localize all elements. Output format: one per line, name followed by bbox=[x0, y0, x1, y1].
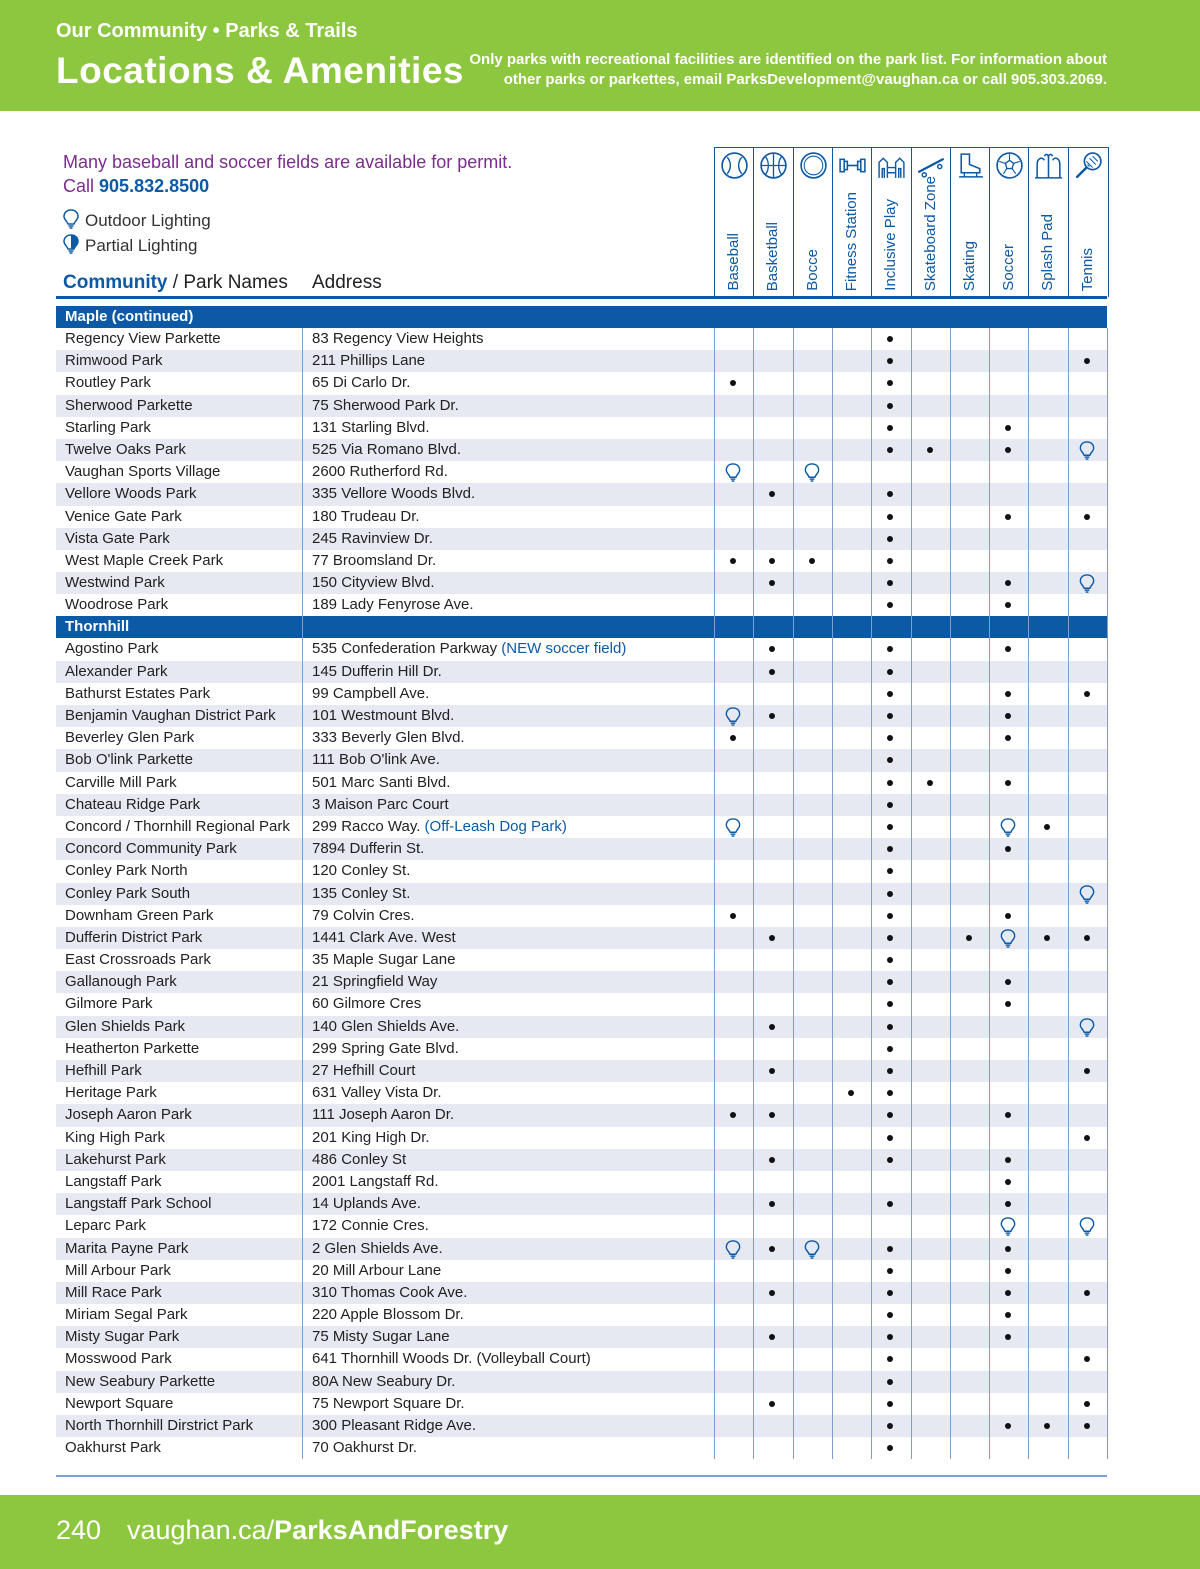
amenity-available-dot bbox=[989, 705, 1028, 727]
park-name: Vaughan Sports Village bbox=[65, 463, 221, 481]
amenity-available-dot bbox=[989, 1104, 1028, 1126]
column-header-address: Address bbox=[312, 272, 382, 293]
amenity-label: Soccer bbox=[1000, 244, 1018, 291]
amenity-available-dot bbox=[989, 1326, 1028, 1348]
park-address: 2 Glen Shields Ave. bbox=[312, 1239, 443, 1257]
footer-url[interactable] bbox=[127, 1515, 508, 1546]
park-address: 75 Sherwood Park Dr. bbox=[312, 396, 459, 414]
amenity-available-dot bbox=[871, 883, 910, 905]
amenity-available-dot bbox=[871, 1082, 910, 1104]
outdoor-lighting-icon bbox=[1068, 1215, 1107, 1237]
amenity-available-dot bbox=[871, 594, 910, 616]
amenity-available-dot bbox=[753, 927, 792, 949]
amenity-label: Splash Pad bbox=[1039, 214, 1057, 291]
amenity-available-dot bbox=[911, 772, 950, 794]
amenity-available-dot bbox=[989, 905, 1028, 927]
park-address: 172 Connie Cres. bbox=[312, 1217, 429, 1235]
park-name: Gilmore Park bbox=[65, 995, 153, 1013]
column-divider bbox=[911, 328, 912, 1459]
amenity-available-dot bbox=[871, 1393, 910, 1415]
outdoor-lighting-icon bbox=[1068, 572, 1107, 594]
park-name: Conley Park South bbox=[65, 884, 191, 902]
park-name: Westwind Park bbox=[65, 574, 165, 592]
amenity-available-dot bbox=[989, 727, 1028, 749]
amenity-available-dot bbox=[714, 905, 753, 927]
amenity-available-dot bbox=[871, 1104, 910, 1126]
amenity-available-dot bbox=[989, 993, 1028, 1015]
park-name: Langstaff Park bbox=[65, 1172, 162, 1190]
outdoor-lighting-icon bbox=[1068, 883, 1107, 905]
park-name: Starling Park bbox=[65, 418, 151, 436]
column-divider bbox=[714, 328, 715, 1459]
url-prefix: vaughan.ca/ bbox=[127, 1515, 275, 1545]
amenity-available-dot bbox=[1068, 1415, 1107, 1437]
amenity-available-dot bbox=[871, 1282, 910, 1304]
park-name: Routley Park bbox=[65, 374, 151, 392]
park-address: 65 Di Carlo Dr. bbox=[312, 374, 411, 392]
legend-partial-label: Partial Lighting bbox=[85, 236, 198, 255]
park-address: 180 Trudeau Dr. bbox=[312, 507, 420, 525]
call-label: Call bbox=[63, 176, 95, 196]
park-name: Miriam Segal Park bbox=[65, 1306, 188, 1324]
park-address: 80A New Seabury Dr. bbox=[312, 1372, 456, 1390]
amenity-available-dot bbox=[871, 1304, 910, 1326]
column-divider bbox=[871, 328, 872, 1459]
header-note bbox=[467, 50, 1107, 90]
amenity-available-dot bbox=[989, 417, 1028, 439]
amenity-available-dot bbox=[989, 1238, 1028, 1260]
column-divider bbox=[1028, 328, 1029, 1459]
amenity-label: Skating bbox=[960, 240, 978, 291]
park-address: 3 Maison Parc Court bbox=[312, 795, 449, 813]
soccer-ball-icon bbox=[994, 150, 1025, 181]
community-section-header: Thornhill bbox=[56, 616, 1107, 638]
park-name: Leparc Park bbox=[65, 1217, 146, 1235]
amenity-available-dot bbox=[1068, 506, 1107, 528]
amenity-available-dot bbox=[871, 661, 910, 683]
amenity-available-dot bbox=[753, 1238, 792, 1260]
legend-partial-lighting bbox=[63, 234, 197, 256]
amenity-available-dot bbox=[871, 971, 910, 993]
amenity-available-dot bbox=[753, 483, 792, 505]
park-address: 189 Lady Fenyrose Ave. bbox=[312, 596, 474, 614]
amenity-available-dot bbox=[989, 971, 1028, 993]
outdoor-lighting-icon bbox=[793, 1238, 832, 1260]
amenity-available-dot bbox=[989, 1193, 1028, 1215]
amenity-available-dot bbox=[989, 1304, 1028, 1326]
park-address: 299 Spring Gate Blvd. bbox=[312, 1039, 459, 1057]
park-address: 140 Glen Shields Ave. bbox=[312, 1017, 460, 1035]
park-address: 21 Springfield Way bbox=[312, 973, 438, 991]
outdoor-lighting-icon bbox=[1068, 1016, 1107, 1038]
outdoor-lighting-icon bbox=[714, 1238, 753, 1260]
amenity-header-bocce bbox=[793, 147, 833, 297]
amenity-header-baseball bbox=[714, 147, 754, 297]
section-kicker: Our Community • Parks & Trails bbox=[56, 20, 358, 42]
park-name: Downham Green Park bbox=[65, 906, 214, 924]
header-note-line2: other parks or parkettes, email ParksDevelopment@vaughan.ca or call 905.303.2069. bbox=[503, 71, 1107, 88]
amenity-available-dot bbox=[1028, 1415, 1067, 1437]
amenity-available-dot bbox=[871, 1371, 910, 1393]
amenity-available-dot bbox=[871, 528, 910, 550]
amenity-available-dot bbox=[871, 328, 910, 350]
park-name: Gallanough Park bbox=[65, 973, 177, 991]
amenity-available-dot bbox=[871, 772, 910, 794]
amenity-available-dot bbox=[714, 550, 753, 572]
park-name: Carville Mill Park bbox=[65, 773, 177, 791]
park-name: West Maple Creek Park bbox=[65, 551, 224, 569]
park-name: Misty Sugar Park bbox=[65, 1328, 180, 1346]
amenity-available-dot bbox=[871, 860, 910, 882]
park-address: 335 Vellore Woods Blvd. bbox=[312, 485, 476, 503]
park-name: Bob O'link Parkette bbox=[65, 751, 193, 769]
park-name: Marita Payne Park bbox=[65, 1239, 189, 1257]
amenity-available-dot bbox=[753, 572, 792, 594]
park-address: 75 Misty Sugar Lane bbox=[312, 1328, 450, 1346]
amenity-available-dot bbox=[871, 949, 910, 971]
amenity-available-dot bbox=[871, 372, 910, 394]
amenity-available-dot bbox=[871, 1348, 910, 1370]
page-number: 240 bbox=[56, 1515, 102, 1545]
basketball-icon bbox=[758, 150, 789, 181]
park-address: 245 Ravinview Dr. bbox=[312, 529, 433, 547]
park-address: 333 Beverly Glen Blvd. bbox=[312, 729, 465, 747]
outdoor-lighting-icon bbox=[989, 927, 1028, 949]
park-address: 60 Gilmore Cres bbox=[312, 995, 422, 1013]
amenity-header-splash-pad bbox=[1028, 147, 1068, 297]
park-address: 131 Starling Blvd. bbox=[312, 418, 430, 436]
outdoor-lighting-icon bbox=[1068, 439, 1107, 461]
playground-icon bbox=[876, 150, 907, 181]
park-address: 14 Uplands Ave. bbox=[312, 1195, 421, 1213]
fountain-icon bbox=[1033, 150, 1064, 181]
amenity-available-dot bbox=[871, 1238, 910, 1260]
amenity-label: Basketball bbox=[764, 221, 782, 291]
amenity-available-dot bbox=[871, 993, 910, 1015]
outdoor-lighting-icon bbox=[63, 209, 79, 229]
permit-note: Many baseball and soccer fields are available for permit. bbox=[63, 152, 513, 172]
amenity-available-dot bbox=[871, 1060, 910, 1082]
park-name: Alexander Park bbox=[65, 662, 168, 680]
park-address: 300 Pleasant Ridge Ave. bbox=[312, 1417, 477, 1434]
amenity-available-dot bbox=[871, 727, 910, 749]
amenity-available-dot bbox=[832, 1082, 871, 1104]
park-name: Beverley Glen Park bbox=[65, 729, 195, 747]
amenity-available-dot bbox=[871, 1193, 910, 1215]
park-address: 99 Campbell Ave. bbox=[312, 684, 430, 702]
park-name: Concord / Thornhill Regional Park bbox=[65, 817, 290, 835]
park-name: Sherwood Parkette bbox=[65, 396, 193, 414]
amenity-available-dot bbox=[1068, 1282, 1107, 1304]
tennis-racket-icon bbox=[1073, 150, 1104, 181]
community-label: Community bbox=[63, 272, 168, 293]
amenity-available-dot bbox=[989, 1149, 1028, 1171]
park-address: 20 Mill Arbour Lane bbox=[312, 1261, 442, 1279]
outdoor-lighting-icon bbox=[714, 461, 753, 483]
amenity-available-dot bbox=[871, 683, 910, 705]
park-address: 150 Cityview Blvd. bbox=[312, 574, 435, 592]
park-name: Lakehurst Park bbox=[65, 1150, 166, 1168]
amenity-label: Skateboard Zone bbox=[921, 175, 939, 291]
amenity-label: Tennis bbox=[1078, 247, 1096, 291]
park-address: 83 Regency View Heights bbox=[312, 330, 484, 347]
amenity-available-dot bbox=[1068, 683, 1107, 705]
baseball-icon bbox=[719, 150, 750, 181]
amenity-available-dot bbox=[871, 1038, 910, 1060]
park-name: King High Park bbox=[65, 1128, 166, 1146]
amenity-available-dot bbox=[871, 705, 910, 727]
park-address: 1441 Clark Ave. West bbox=[312, 928, 456, 946]
amenity-available-dot bbox=[1028, 816, 1067, 838]
partial-lighting-icon bbox=[63, 234, 79, 254]
amenity-label: Bocce bbox=[803, 249, 821, 291]
park-name: Regency View Parkette bbox=[65, 330, 221, 347]
amenity-available-dot bbox=[753, 1282, 792, 1304]
outdoor-lighting-icon bbox=[989, 1215, 1028, 1237]
park-address: 631 Valley Vista Dr. bbox=[312, 1084, 442, 1102]
park-address: 145 Dufferin Hill Dr. bbox=[312, 662, 442, 680]
park-name: Newport Square bbox=[65, 1394, 174, 1412]
park-name: Oakhurst Park bbox=[65, 1439, 161, 1457]
header-note-line1: Only parks with recreational facilities are identified on the park list. For information about bbox=[469, 51, 1107, 68]
amenity-available-dot bbox=[793, 550, 832, 572]
park-name: Rimwood Park bbox=[65, 352, 163, 370]
park-address: 135 Conley St. bbox=[312, 884, 411, 902]
amenity-available-dot bbox=[871, 794, 910, 816]
park-name: North Thornhill Dirstrict Park bbox=[65, 1417, 254, 1434]
amenity-available-dot bbox=[714, 1104, 753, 1126]
amenity-available-dot bbox=[871, 506, 910, 528]
amenity-available-dot bbox=[911, 439, 950, 461]
park-name: Conley Park North bbox=[65, 862, 188, 880]
amenity-available-dot bbox=[989, 1260, 1028, 1282]
column-divider bbox=[753, 328, 754, 1459]
column-divider bbox=[1068, 328, 1069, 1459]
park-address: 120 Conley St. bbox=[312, 862, 411, 880]
bocce-icon bbox=[798, 150, 829, 181]
amenity-available-dot bbox=[871, 816, 910, 838]
amenity-available-dot bbox=[950, 927, 989, 949]
page-footer bbox=[0, 1495, 1200, 1569]
amenity-available-dot bbox=[871, 572, 910, 594]
park-name: Langstaff Park School bbox=[65, 1195, 212, 1213]
amenity-available-dot bbox=[753, 705, 792, 727]
park-name: New Seabury Parkette bbox=[65, 1372, 216, 1390]
park-address: 75 Newport Square Dr. bbox=[312, 1394, 465, 1412]
outdoor-lighting-icon bbox=[989, 816, 1028, 838]
park-name: Vellore Woods Park bbox=[65, 485, 197, 503]
amenity-available-dot bbox=[1068, 1393, 1107, 1415]
amenity-available-dot bbox=[1028, 927, 1067, 949]
community-section-header: Maple (continued) bbox=[56, 306, 1107, 328]
amenity-available-dot bbox=[871, 749, 910, 771]
amenity-header-skating bbox=[950, 147, 990, 297]
park-name: Glen Shields Park bbox=[65, 1017, 186, 1035]
amenity-available-dot bbox=[871, 1127, 910, 1149]
park-address: 27 Hefhill Court bbox=[312, 1062, 416, 1079]
amenity-available-dot bbox=[753, 1149, 792, 1171]
amenity-header-skateboard-zone bbox=[911, 147, 951, 297]
park-name: Bathurst Estates Park bbox=[65, 684, 211, 702]
amenity-label: Baseball bbox=[725, 233, 742, 291]
amenity-available-dot bbox=[753, 1016, 792, 1038]
amenity-available-dot bbox=[989, 594, 1028, 616]
permit-phone: 905.832.8500 bbox=[99, 176, 210, 196]
legend-outdoor-lighting bbox=[63, 209, 211, 231]
amenity-available-dot bbox=[989, 506, 1028, 528]
park-address: 525 Via Romano Blvd. bbox=[312, 440, 461, 458]
amenity-available-dot bbox=[1068, 350, 1107, 372]
amenity-available-dot bbox=[871, 483, 910, 505]
park-name: Benjamin Vaughan District Park bbox=[65, 707, 276, 724]
amenity-available-dot bbox=[871, 638, 910, 660]
amenity-available-dot bbox=[989, 683, 1028, 705]
park-name: Venice Gate Park bbox=[65, 507, 182, 525]
amenity-available-dot bbox=[1068, 927, 1107, 949]
amenity-available-dot bbox=[1068, 1127, 1107, 1149]
skate-icon bbox=[955, 150, 986, 181]
park-address: 35 Maple Sugar Lane bbox=[312, 951, 456, 969]
amenity-available-dot bbox=[753, 1104, 792, 1126]
dumbbell-icon bbox=[837, 150, 868, 181]
amenity-header-inclusive-play bbox=[871, 147, 911, 297]
park-name: Hefhill Park bbox=[65, 1062, 142, 1079]
outdoor-lighting-icon bbox=[714, 705, 753, 727]
amenity-available-dot bbox=[871, 1260, 910, 1282]
park-name: Dufferin District Park bbox=[65, 928, 203, 946]
amenity-available-dot bbox=[989, 838, 1028, 860]
amenity-available-dot bbox=[989, 1171, 1028, 1193]
park-address: 535 Confederation Parkway (NEW soccer field) bbox=[312, 640, 627, 658]
address-note: (Off-Leash Dog Park) bbox=[420, 817, 567, 835]
amenity-available-dot bbox=[989, 638, 1028, 660]
amenity-label: Fitness Station bbox=[842, 191, 860, 291]
park-name: Mosswood Park bbox=[65, 1350, 172, 1368]
park-name: Mill Arbour Park bbox=[65, 1261, 171, 1279]
column-divider bbox=[1107, 328, 1108, 1459]
column-divider bbox=[950, 328, 951, 1459]
amenity-available-dot bbox=[871, 927, 910, 949]
column-divider bbox=[302, 328, 303, 1459]
amenity-available-dot bbox=[871, 1016, 910, 1038]
park-name: Vista Gate Park bbox=[65, 529, 170, 547]
amenity-available-dot bbox=[871, 550, 910, 572]
park-name: Agostino Park bbox=[65, 640, 159, 658]
park-names-label: Park Names bbox=[183, 272, 288, 293]
park-address: 201 King High Dr. bbox=[312, 1128, 430, 1146]
park-address: 220 Apple Blossom Dr. bbox=[312, 1306, 464, 1324]
park-address: 211 Phillips Lane bbox=[312, 352, 426, 370]
column-divider bbox=[793, 328, 794, 1459]
park-address: 486 Conley St bbox=[312, 1150, 407, 1168]
amenity-header-soccer bbox=[989, 147, 1029, 297]
amenity-available-dot bbox=[1068, 1060, 1107, 1082]
legend-outdoor-label: Outdoor Lighting bbox=[85, 211, 211, 230]
park-name: Heatherton Parkette bbox=[65, 1039, 200, 1057]
amenity-available-dot bbox=[871, 439, 910, 461]
permit-call bbox=[63, 176, 209, 197]
column-divider bbox=[989, 328, 990, 1459]
amenity-available-dot bbox=[714, 372, 753, 394]
amenity-available-dot bbox=[871, 1326, 910, 1348]
column-divider bbox=[832, 328, 833, 1459]
amenity-header-fitness-station bbox=[832, 147, 872, 297]
amenity-available-dot bbox=[871, 417, 910, 439]
amenity-available-dot bbox=[714, 727, 753, 749]
park-address: 70 Oakhurst Dr. bbox=[312, 1439, 418, 1457]
url-path: ParksAndForestry bbox=[274, 1515, 509, 1545]
amenity-available-dot bbox=[989, 1282, 1028, 1304]
park-address: 79 Colvin Cres. bbox=[312, 906, 415, 924]
amenity-available-dot bbox=[753, 550, 792, 572]
park-address: 299 Racco Way. (Off-Leash Dog Park) bbox=[312, 817, 567, 835]
park-address: 111 Joseph Aaron Dr. bbox=[312, 1106, 455, 1124]
amenity-available-dot bbox=[753, 1393, 792, 1415]
park-name: Joseph Aaron Park bbox=[65, 1106, 192, 1124]
outdoor-lighting-icon bbox=[793, 461, 832, 483]
table-bottom-rule bbox=[56, 1475, 1107, 1477]
park-address: 111 Bob O'link Ave. bbox=[312, 751, 440, 769]
outdoor-lighting-icon bbox=[714, 816, 753, 838]
amenity-available-dot bbox=[753, 661, 792, 683]
amenity-available-dot bbox=[871, 395, 910, 417]
park-address: 101 Westmount Blvd. bbox=[312, 707, 455, 724]
amenity-available-dot bbox=[989, 439, 1028, 461]
amenity-available-dot bbox=[989, 1415, 1028, 1437]
column-separator: / bbox=[167, 272, 184, 293]
amenity-label: Inclusive Play bbox=[882, 199, 900, 291]
park-name: Twelve Oaks Park bbox=[65, 440, 186, 458]
amenity-available-dot bbox=[989, 772, 1028, 794]
amenity-available-dot bbox=[871, 1437, 910, 1459]
amenity-available-dot bbox=[871, 1415, 910, 1437]
amenity-available-dot bbox=[753, 1193, 792, 1215]
park-address: 501 Marc Santi Blvd. bbox=[312, 773, 451, 791]
column-header-community bbox=[63, 272, 288, 294]
amenity-available-dot bbox=[871, 905, 910, 927]
amenity-available-dot bbox=[871, 350, 910, 372]
park-address: 2600 Rutherford Rd. bbox=[312, 463, 448, 481]
park-name: Mill Race Park bbox=[65, 1283, 162, 1301]
amenity-available-dot bbox=[871, 1149, 910, 1171]
amenity-available-dot bbox=[753, 638, 792, 660]
amenity-available-dot bbox=[1068, 1348, 1107, 1370]
amenity-available-dot bbox=[989, 572, 1028, 594]
page-header bbox=[0, 0, 1200, 111]
park-address: 641 Thornhill Woods Dr. (Volleyball Court) bbox=[312, 1350, 591, 1368]
amenity-header-basketball bbox=[753, 147, 793, 297]
amenity-header-tennis bbox=[1068, 147, 1109, 297]
park-name: Heritage Park bbox=[65, 1084, 157, 1102]
park-name: Chateau Ridge Park bbox=[65, 795, 201, 813]
park-address: 310 Thomas Cook Ave. bbox=[312, 1283, 468, 1301]
page-title: Locations & Amenities bbox=[56, 50, 464, 91]
park-name: Woodrose Park bbox=[65, 596, 169, 614]
address-note: (NEW soccer field) bbox=[497, 640, 627, 658]
park-name: East Crossroads Park bbox=[65, 951, 211, 969]
park-address: 2001 Langstaff Rd. bbox=[312, 1172, 439, 1190]
park-address: 7894 Dufferin St. bbox=[312, 840, 425, 858]
amenity-available-dot bbox=[753, 1060, 792, 1082]
amenity-available-dot bbox=[753, 1326, 792, 1348]
park-address: 77 Broomsland Dr. bbox=[312, 551, 437, 569]
park-name: Concord Community Park bbox=[65, 840, 237, 858]
amenity-available-dot bbox=[871, 838, 910, 860]
